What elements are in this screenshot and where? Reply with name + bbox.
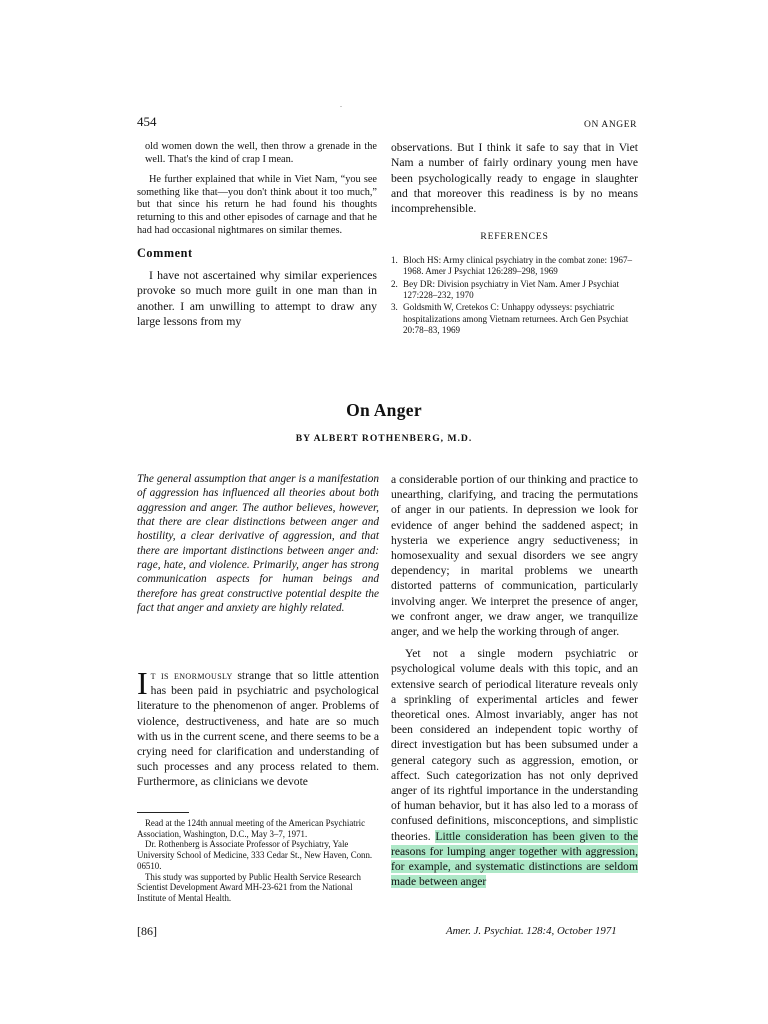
- page-number: 454: [137, 114, 157, 129]
- quote-paragraph: old women down the well, then throw a grenade in the well. That's the kind of crap I mean.: [145, 141, 377, 166]
- body-paragraph: Yet not a single modern psychiatric or psychological volume deals with this topic, and an extensive search of periodical literature reveals only a sprinkling of experimental articles and fewer theoretical ones. Almost invariably, anger has not been considered an independent topic worthy of direct investigation but has been subsumed under a general category such as aggression, emotion, or affect. Such categorization has not only deprived anger of its rightful importance in the understanding of human behavior, but it has also led to a morass of confused definitions, misconceptions, and simplistic theories. Little consideration has been given to the reasons for lumping anger together with aggression, for example, and systematic distinctions are seldom made between anger: [391, 647, 638, 889]
- references-heading: REFERENCES: [480, 231, 549, 243]
- comment-heading: Comment: [137, 246, 193, 261]
- reference-item: 2. Bey DR: Division psychiatry in Viet Nam. Amer J Psychiat 127:228–232, 1970: [391, 278, 620, 300]
- footnote: Read at the 124th annual meeting of the American Psychiatric Association, Washington, D.C., May 3–7, 1971.: [137, 818, 366, 839]
- article-abstract: The general assumption that anger is a manifestation of aggression has influenced all theories about both aggression and anger. The author believes, however, that there are clear distinctions between anger and hostility, a clear derivative of aggression, and that there are important distinctions between anger and: rage, hate, and violence. Primarily, anger has strong communication aspects for human beings and therefore has great constructive potential despite the fact that anger and anxiety are highly related.: [137, 473, 379, 615]
- body-paragraph: a considerable portion of our thinking and practice to unearthing, clarifying, and tracing the permutations of anger in our patients. In depression we look for evidence of anger behind the saddened aspect; in hysteria we experience angry seductiveness; in homosexuality and sexual disorders we see angry dependency; in marital problems we unearth distorted patterns of communication, particularly involving anger. We interpret the presence of anger, we confront anger, we draw anger, we tranquilize anger, and we help the working through of anger.: [391, 473, 638, 639]
- intro-paragraph: [137, 665, 380, 790]
- previous-article-left-column: [137, 140, 377, 329]
- article-right-column: [391, 472, 638, 889]
- article-byline: BY ALBERT ROTHENBERG, M.D.: [295, 433, 473, 444]
- running-head: ON ANGER: [584, 120, 638, 130]
- intro-text: strange that so little attention has been paid in psychiatric and psychological literature to the phenomenon of anger. Problems of violence, destructiveness, and hate are so much with us in the current scene, and there seems to be a crying need for clarification and understanding of such processes and any process related to them. Furthermore, as clinicians we devote: [137, 669, 380, 789]
- comment-paragraph: I have not ascertained why similar experiences provoke so much more guilt in one man than in another. I am unwilling to attempt to draw any large lessons from my: [137, 267, 377, 329]
- footer-page-marker: [86]: [137, 924, 157, 938]
- previous-article-right-column: [391, 140, 638, 338]
- footnotes: [137, 818, 381, 904]
- article-title: On Anger: [346, 400, 422, 420]
- observations-paragraph: observations. But I think it safe to say that in Viet Nam a number of fairly ordinary young men have been psychologically ready to engage in slaughter and that moreover this readiness is by no means incomprehensible.: [391, 141, 638, 216]
- highlighted-text: Little consideration has been given to the reasons for lumping anger together with aggression, for example, and systematic distinctions are seldom made between anger: [391, 829, 638, 889]
- reference-item: 3. Goldsmith W, Cretekos C: Unhappy odysseys: psychiatric hospitalizations among Vietnam returnees. Arch Gen Psychiat 20:78–83, 1969: [391, 302, 629, 336]
- footer-citation: Amer. J. Psychiat. 128:4, October 1971: [446, 925, 617, 937]
- reference-item: 1. Bloch HS: Army clinical psychiatry in the combat zone: 1967–1968. Amer J Psychiat 126:289–298, 1969: [391, 254, 633, 277]
- drop-cap: I: [137, 665, 148, 701]
- references-list: [391, 255, 638, 337]
- footnote: Dr. Rothenberg is Associate Professor of Psychiatry, Yale University School of Medicine, 333 Cedar St., New Haven, Conn. 06510.: [137, 839, 373, 871]
- footnote: This study was supported by Public Health Service Research Scientist Development Award MH-23-621 from the National Institute of Mental Health.: [137, 871, 361, 903]
- intro-lead-in: t is enormously: [150, 669, 233, 682]
- footnote-divider: [137, 812, 189, 813]
- narrative-paragraph: He further explained that while in Viet Nam, “you see something like that—you don't think about it too much,” but that since his return he had found his thoughts returning to this and other episodes of carnage and that he had had occasional nightmares on similar themes.: [137, 173, 377, 237]
- stray-mark: .: [340, 100, 342, 109]
